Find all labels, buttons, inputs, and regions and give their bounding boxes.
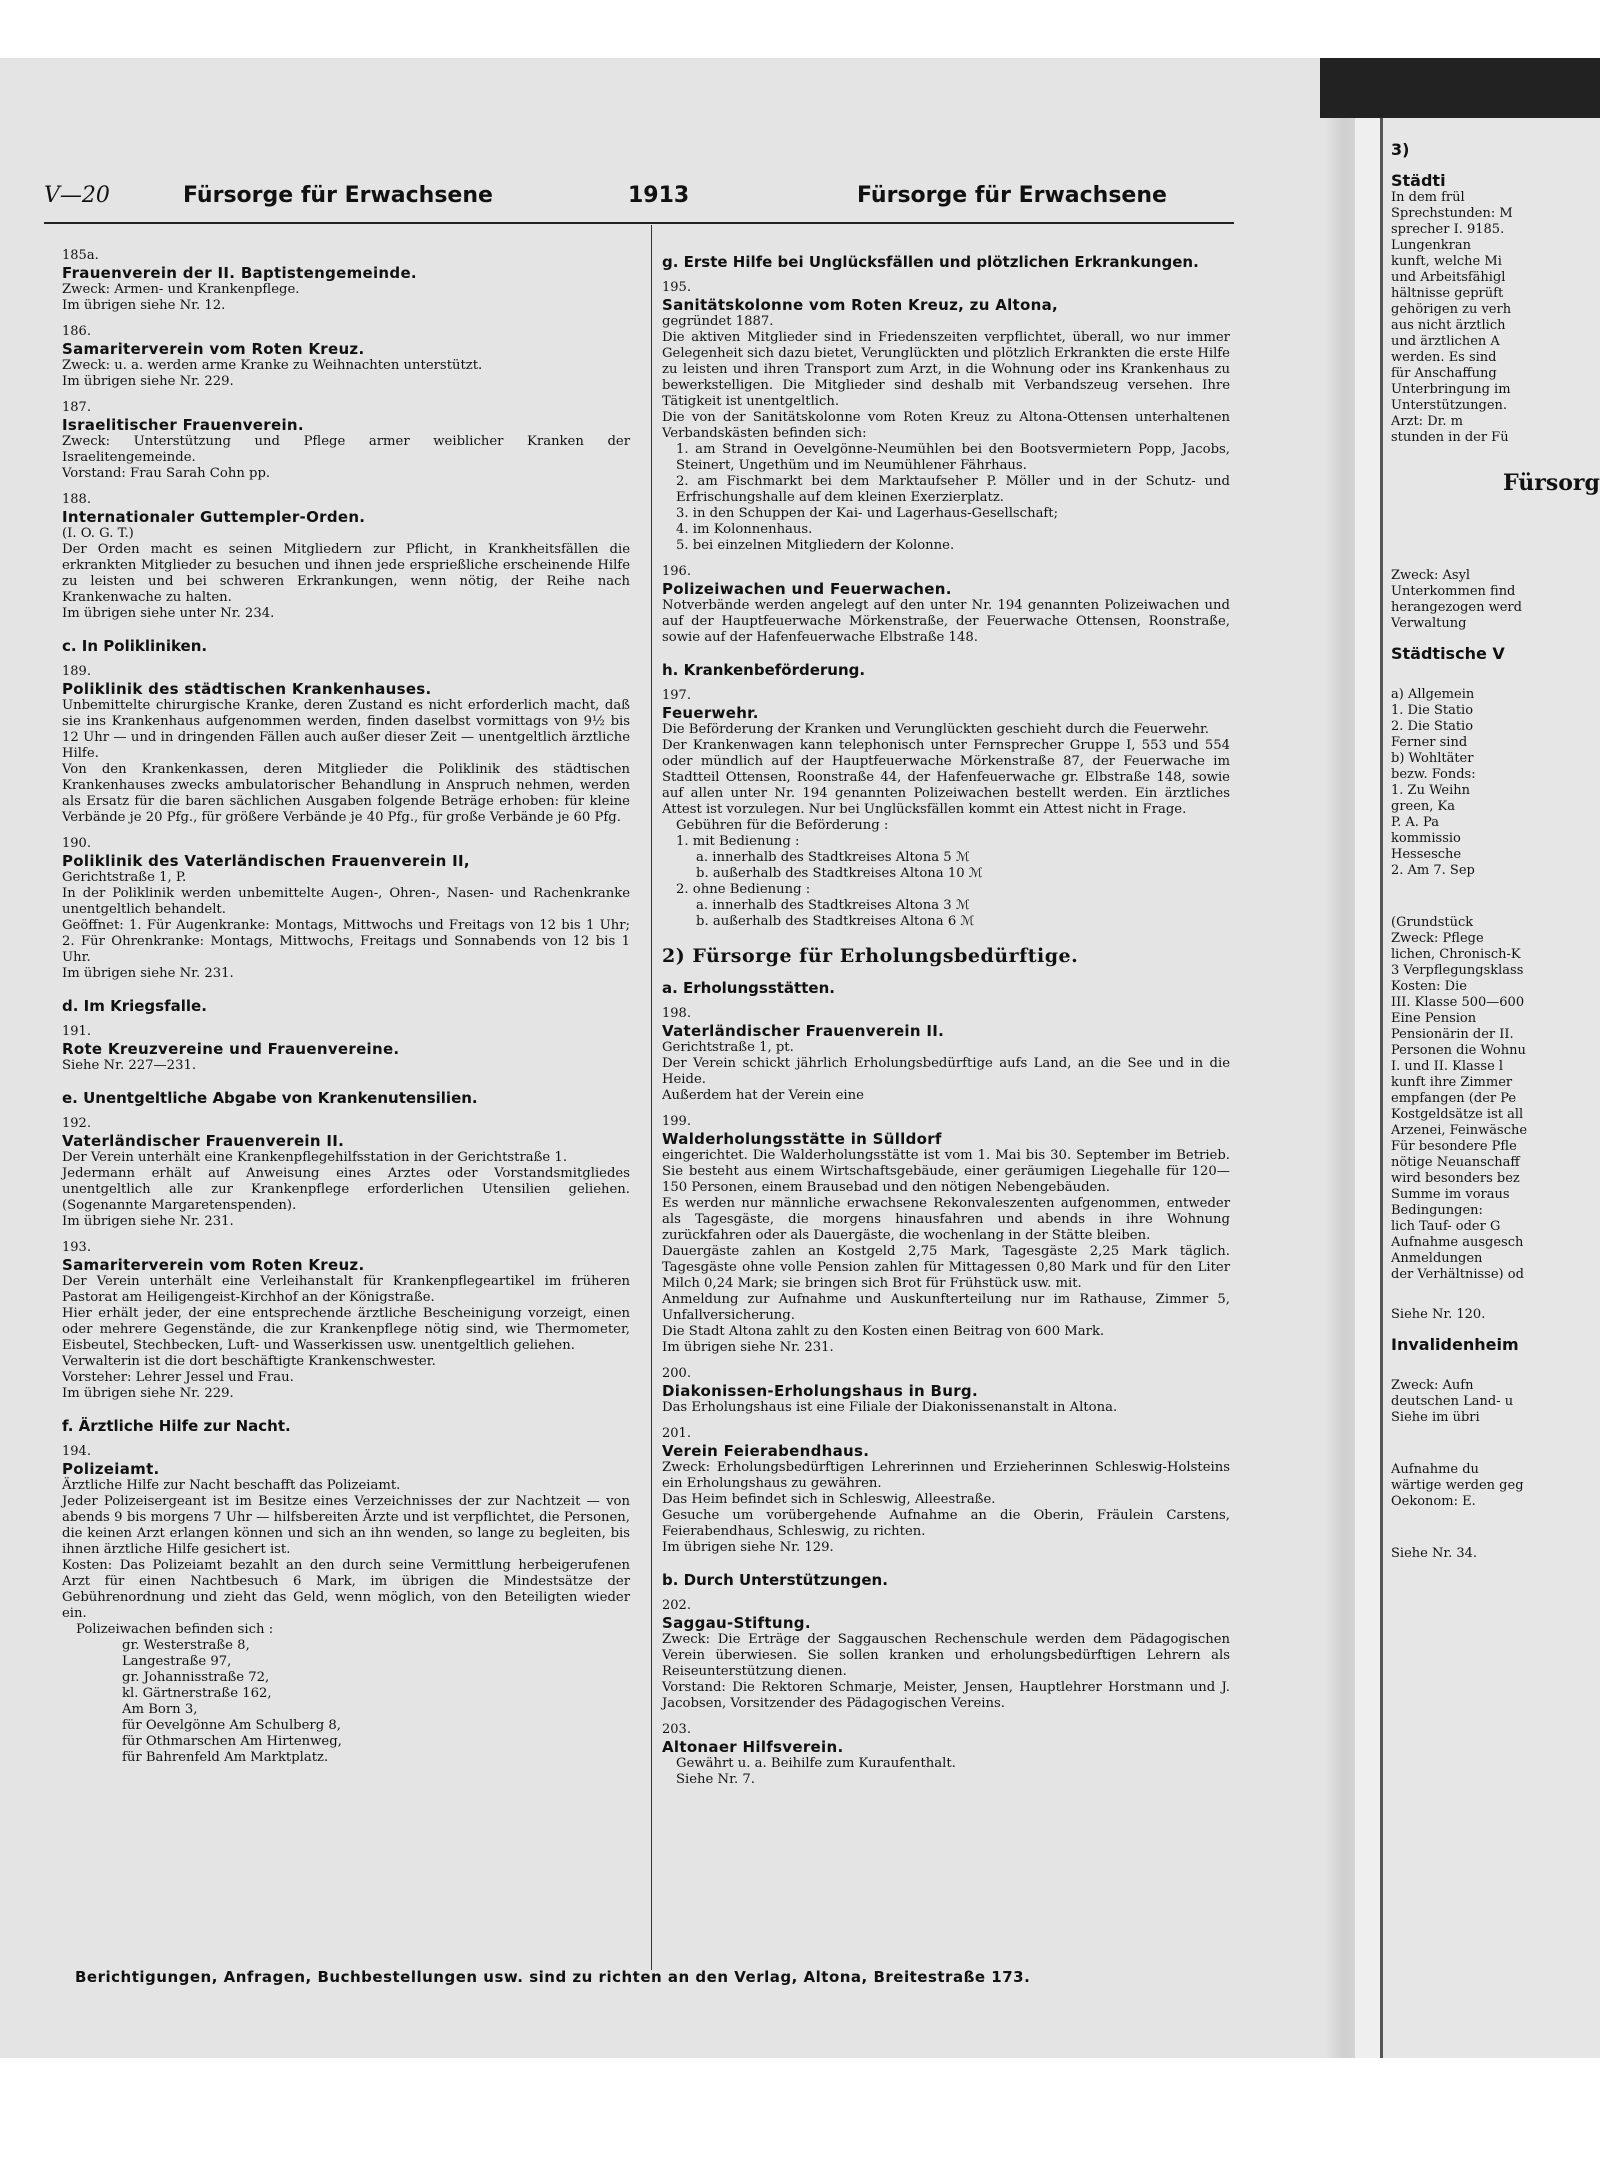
next-page-text-line: kunft ihre Zimmer: [1391, 1075, 1513, 1090]
list-item: 4. im Kolonnenhaus.: [676, 522, 813, 537]
spacer: [1383, 1510, 1600, 1522]
scan-margin-bottom: [0, 2058, 1600, 2177]
next-page-text-line: 2. Am 7. Sep: [1391, 863, 1475, 878]
sub-list-item: b. außerhalb des Stadtkreises Altona 10 ℳ: [696, 866, 983, 881]
next-page-heading: Städti: [1391, 171, 1446, 190]
next-page-text-line: Arzenei, Feinwäsche: [1391, 1123, 1528, 1138]
list-item: 5. bei einzelnen Mitgliedern der Kolonne.: [676, 538, 955, 553]
next-page-text-line: herangezogen werd: [1391, 600, 1522, 615]
paragraph: Jedermann erhält auf Anweisung eines Arztes oder Vorstandsmitgliedes unentgeltlich alle zur Krankenpflege erforderlichen Utensilien geliehen. (Sogenannte Margaretenspenden).: [62, 1166, 630, 1213]
spacer: [1383, 1438, 1600, 1450]
next-page-text-line: gehörigen zu verh: [1391, 302, 1512, 317]
list-item: 2. am Fischmarkt bei dem Marktaufseher P. Möller und in der Schutz- und Erfrischungshalle auf dem kleinen Exerzierplatz.: [676, 474, 1230, 505]
paragraph: Die Beförderung der Kranken und Verunglückten geschieht durch die Feuerwehr.: [662, 722, 1209, 737]
section-heading: e. Unentgeltliche Abgabe von Krankenutensilien.: [62, 1089, 478, 1107]
next-page-fragment: [1380, 100, 1600, 2100]
header-rule: [44, 222, 1234, 224]
paragraph: Anmeldung zur Aufnahme und Auskunfterteilung nur im Rathause, Zimmer 5, Unfallversicherung.: [662, 1292, 1230, 1323]
paragraph: Im übrigen siehe Nr. 229.: [62, 1386, 234, 1401]
entry-number: 194.: [62, 1444, 91, 1459]
next-page-text-line: Aufnahme ausgesch: [1391, 1235, 1524, 1250]
next-page-text-line: Zweck: Aufn: [1391, 1378, 1474, 1393]
next-page-text-line: und ärztlichen A: [1391, 334, 1500, 349]
spacer: [1383, 1426, 1600, 1438]
paragraph: Im übrigen siehe Nr. 12.: [62, 298, 226, 313]
next-page-text-line: Aufnahme du: [1391, 1462, 1479, 1477]
entry-number: 197.: [662, 688, 691, 703]
paragraph: Die aktiven Mitglieder sind in Friedenszeiten verpflichtet, überall, wo nur immer Gelegenheit sich dazu bietet, Verunglückten und plötzlich Erkrankten die erste Hilfe zu leisten und ihren Transport zum Arzt, in die Wohnung oder ins Krankenhaus zu bewerkstelligen. Die Mitglieder sind deshalb mit Verbandszeug versehen. Ihre Tätigkeit ist unentgeltlich.: [662, 330, 1230, 409]
entry-title: Feuerwehr.: [662, 704, 759, 722]
spacer: [1383, 663, 1600, 675]
entry-title: Verein Feierabendhaus.: [662, 1442, 870, 1460]
entry-number: 187.: [62, 400, 91, 415]
next-page-text-line: lichen, Chronisch-K: [1391, 947, 1521, 962]
paragraph: Von den Krankenkassen, deren Mitglieder die Poliklinik des städtischen Krankenhauses zwecks ambulatorischer Behandlung in Anspruch nehmen, werden als Ersatz für die baren sächlichen Ausgaben folgende Beträge erhoben: für kleine Verbände je 20 Pfg., für größere Verbände je 40 Pfg., für große Verbände je 60 Pfg.: [62, 762, 630, 825]
entry-number: 199.: [662, 1114, 691, 1129]
paragraph: Zweck: Armen- und Krankenpflege.: [62, 282, 300, 297]
paragraph: Im übrigen siehe Nr. 231.: [62, 1214, 234, 1229]
paragraph: In der Poliklinik werden unbemittelte Augen-, Ohren-, Nasen- und Rachenkranke unentgeltlich behandelt.: [62, 886, 630, 917]
next-page-text-line: Unterbringung im: [1391, 382, 1511, 397]
next-page-text-line: sprecher I. 9185.: [1391, 222, 1505, 237]
next-page-text-line: Zweck: Asyl: [1391, 568, 1471, 583]
entry-number: 186.: [62, 324, 91, 339]
paragraph: eingerichtet. Die Walderholungsstätte ist vom 1. Mai bis 30. September im Betrieb. Sie besteht aus einem Wirtschaftsgebäude, einer geräumigen Liegehalle für 120—150 Personen, einem Brausebad und den nötigen Nebengebäuden.: [662, 1148, 1230, 1195]
spacer: [1383, 496, 1600, 508]
entry-title: Internationaler Guttempler-Orden.: [62, 508, 366, 526]
next-page-text-line: Unterstützungen.: [1391, 398, 1508, 413]
next-page-text-line: Siehe im übri: [1391, 1410, 1480, 1425]
running-title-right: Fürsorge für Erwachsene: [857, 183, 1167, 208]
next-page-text-line: Für besondere Pfle: [1391, 1139, 1517, 1154]
entry-number: 202.: [662, 1598, 691, 1613]
next-page-text-line: 1. Die Statio: [1391, 703, 1474, 718]
next-page-text-line: Siehe Nr. 120.: [1391, 1307, 1486, 1322]
spacer: [1383, 446, 1600, 458]
address-line: Langestraße 97,: [122, 1654, 232, 1669]
next-page-text-line: Bedingungen:: [1391, 1203, 1483, 1218]
next-page-text-line: 2. Die Statio: [1391, 719, 1474, 734]
entry-number: 196.: [662, 564, 691, 579]
paragraph: Das Erholungshaus ist eine Filiale der Diakonissenanstalt in Altona.: [662, 1400, 1118, 1415]
paragraph: Die von der Sanitätskolonne vom Roten Kreuz zu Altona-Ottensen unterhaltenen Verbandskästen befinden sich:: [662, 410, 1230, 441]
next-page-text-line: (Grundstück: [1391, 915, 1474, 930]
section-heading: h. Krankenbeförderung.: [662, 661, 866, 679]
entry-number: 200.: [662, 1366, 691, 1381]
next-page-text-line: Personen die Wohnu: [1391, 1043, 1526, 1058]
left-column: [62, 238, 630, 1766]
section-heading: g. Erste Hilfe bei Unglücksfällen und plötzlichen Erkrankungen.: [662, 253, 1199, 271]
list-item: Polizeiwachen befinden sich :: [76, 1622, 274, 1637]
sub-list-item: a. innerhalb des Stadtkreises Altona 5 ℳ: [696, 850, 970, 865]
paragraph: Unbemittelte chirurgische Kranke, deren Zustand es nicht erforderlich macht, daß sie ins Krankenhaus aufgenommen werden, finden daselbst vormittags von 9½ bis 12 Uhr — und in dringenden Fällen auch außer dieser Zeit — unentgeltlich ärztliche Hilfe.: [62, 698, 630, 761]
spacer: [1383, 1534, 1600, 1546]
spacer: [1383, 1522, 1600, 1534]
entry-title: Sanitätskolonne vom Roten Kreuz, zu Altona,: [662, 296, 1059, 314]
spacer: [1383, 675, 1600, 687]
next-page-text-line: aus nicht ärztlich: [1391, 318, 1506, 333]
next-page-text-line: wärtige werden geg: [1391, 1478, 1524, 1493]
next-page-text-line: Oekonom: E.: [1391, 1494, 1476, 1509]
spacer: [1383, 556, 1600, 568]
entry-number: 191.: [62, 1024, 91, 1039]
sub-list-item: a. innerhalb des Stadtkreises Altona 3 ℳ: [696, 898, 970, 913]
spacer: [1383, 632, 1600, 644]
next-page-text-line: III. Klasse 500—600: [1391, 995, 1525, 1010]
paragraph: Im übrigen siehe unter Nr. 234.: [62, 606, 275, 621]
next-page-text-line: Anmeldungen: [1391, 1251, 1483, 1266]
section-heading: a. Erholungsstätten.: [662, 979, 835, 997]
entry-title: Polizeiwachen und Feuerwachen.: [662, 580, 952, 598]
spacer: [1383, 1283, 1600, 1295]
address-line: gr. Westerstraße 8,: [122, 1638, 250, 1653]
chapter-heading: 2) Fürsorge für Erholungsbedürftige.: [662, 945, 1079, 967]
paragraph: Zweck: Die Erträge der Saggauschen Rechenschule werden dem Pädagogischen Verein überwiesen. Sie sollen kranken und erholungsbedürftigen Lehrern als Reiseunterstützung dienen.: [662, 1632, 1230, 1679]
page-gutter: [1355, 100, 1383, 2060]
next-page-text-line: Verwaltung: [1391, 616, 1467, 631]
paragraph: Hier erhält jeder, der eine entsprechende ärztliche Bescheinigung vorzeigt, einen oder mehrere Gegenstände, die zur Krankenpflege nötig sind, wie Thermometer, Eisbeutel, Stechbecken, Luft- und Wasserkissen usw. unentgeltlich geliehen.: [62, 1306, 630, 1353]
entry-number: 188.: [62, 492, 91, 507]
entry-title: Altonaer Hilfsverein.: [662, 1738, 844, 1756]
entry-title: Vaterländischer Frauenverein II.: [662, 1022, 945, 1040]
paragraph: Kosten: Das Polizeiamt bezahlt an den durch seine Vermittlung herbeigerufenen Arzt für einen Nachtbesuch 6 Mark, im übrigen die Mindestsätze der Gebührenordnung und zieht das Geld, wenn möglich, von den Beteiligten wieder ein.: [62, 1558, 630, 1621]
entry-title: Diakonissen-Erholungshaus in Burg.: [662, 1382, 978, 1400]
centered-line: Gerichtstraße 1, P.: [62, 870, 187, 885]
entry-title: Polizeiamt.: [62, 1460, 160, 1478]
right-column: [662, 238, 1230, 1788]
paragraph: Der Krankenwagen kann telephonisch unter Fernsprecher Gruppe I, 553 und 554 oder mündlich auf der Hauptfeuerwache Mörkenstraße 87, der Feuerwache im Stadtteil Ottensen, Roonstraße 44, der Hafenfeuerwache gr. Elbstraße 148, sowie auf allen unter Nr. 194 genannten Polizeiwachen bestellt werden. Ein ärztliches Attest ist vorzulegen. Nur bei Unglücksfällen kommt ein Attest nicht in Frage.: [662, 738, 1230, 817]
spacer: [1383, 458, 1600, 470]
next-page-text-line: b) Wohltäter: [1391, 751, 1474, 766]
paragraph: Es werden nur männliche erwachsene Rekonvaleszenten aufgenommen, entweder als Tagesgäste, die morgens hinausfahren und abends in ihre Wohnung zurückfahren oder als Dauergäste, die wochenlang in der Stätte bleiben.: [662, 1196, 1230, 1243]
paragraph: Der Verein schickt jährlich Erholungsbedürftige aufs Land, an die See und in die Heide.: [662, 1056, 1230, 1087]
next-page-text-line: Siehe Nr. 34.: [1391, 1546, 1478, 1561]
next-page-heading: Städtische V: [1391, 644, 1505, 663]
entry-title: Frauenverein der II. Baptistengemeinde.: [62, 264, 417, 282]
entry-title: Israelitischer Frauenverein.: [62, 416, 304, 434]
list-item: Siehe Nr. 7.: [676, 1772, 755, 1787]
next-page-text-line: Pensionärin der II.: [1391, 1027, 1514, 1042]
next-page-text-line: Unterkommen find: [1391, 584, 1516, 599]
page-code: V—20: [44, 183, 110, 208]
next-page-text-line: 1. Zu Weihn: [1391, 783, 1470, 798]
paragraph: Im übrigen siehe Nr. 129.: [662, 1540, 834, 1555]
next-page-text-line: 3 Verpflegungsklass: [1391, 963, 1524, 978]
paragraph: Vorstand: Die Rektoren Schmarje, Meister, Jensen, Hauptlehrer Horstmann und J. Jacobsen, Vorsitzender des Pädagogischen Vereins.: [662, 1680, 1230, 1711]
next-page-text-line: bezw. Fonds:: [1391, 767, 1476, 782]
paragraph: Geöffnet: 1. Für Augenkranke: Montags, Mittwochs und Freitags von 12 bis 1 Uhr; 2. Für Ohrenkranke: Montags, Mittwochs, Freitags und Sonnabends von 12 bis 1 Uhr.: [62, 918, 630, 965]
paragraph: Die Stadt Altona zahlt zu den Kosten einen Beitrag von 600 Mark.: [662, 1324, 1105, 1339]
spacer: [1383, 520, 1600, 532]
paragraph: Dauergäste zahlen an Kostgeld 2,75 Mark, Tagesgäste 2,25 Mark täglich. Tagesgäste ohne volle Pension zahlen für Mittagessen 0,80 Mark und für den Liter Milch 0,24 Mark; sie bringen sich Brot für Frühstück usw. mit.: [662, 1244, 1230, 1291]
entry-title: Walderholungsstätte in Sülldorf: [662, 1130, 942, 1148]
centered-line: Gerichtstraße 1, pt.: [662, 1040, 794, 1055]
section-heading: d. Im Kriegsfalle.: [62, 997, 207, 1015]
centered-line: gegründet 1887.: [662, 314, 774, 329]
year-label: 1913: [628, 183, 690, 208]
spacer: [1383, 1450, 1600, 1462]
column-divider: [651, 225, 652, 1970]
address-line: gr. Johannisstraße 72,: [122, 1670, 270, 1685]
paragraph: Im übrigen siehe Nr. 231.: [662, 1340, 834, 1355]
entry-number: 189.: [62, 664, 91, 679]
paragraph: Der Verein unterhält eine Verleihanstalt für Krankenpflegeartikel im früheren Pastorat am Heiligengeist-Kirchhof an der Königstraße.: [62, 1274, 630, 1305]
address-line: für Bahrenfeld Am Marktplatz.: [122, 1750, 329, 1765]
spacer: [1383, 1366, 1600, 1378]
next-page-text-line: a) Allgemein: [1391, 687, 1475, 702]
paragraph: Siehe Nr. 227—231.: [62, 1058, 197, 1073]
paragraph: Im übrigen siehe Nr. 231.: [62, 966, 234, 981]
next-page-text-line: I. und II. Klasse l: [1391, 1059, 1504, 1074]
entry-number: 193.: [62, 1240, 91, 1255]
entry-title: Poliklinik des städtischen Krankenhauses.: [62, 680, 432, 698]
entry-number: 190.: [62, 836, 91, 851]
next-page-heading: Fürsorg: [1503, 470, 1600, 496]
entry-title: Rote Kreuzvereine und Frauenvereine.: [62, 1040, 400, 1058]
entry-number: 201.: [662, 1426, 691, 1441]
next-page-text-line: stunden in der Fü: [1391, 430, 1509, 445]
address-line: kl. Gärtnerstraße 162,: [122, 1686, 272, 1701]
next-page-heading: 3): [1391, 140, 1410, 159]
spacer: [1383, 903, 1600, 915]
next-page-text-line: Zweck: Pflege: [1391, 931, 1484, 946]
section-heading: b. Durch Unterstützungen.: [662, 1571, 888, 1589]
spacer: [1383, 891, 1600, 903]
spacer: [1383, 159, 1600, 171]
section-heading: f. Ärztliche Hilfe zur Nacht.: [62, 1417, 291, 1435]
spacer: [1383, 1295, 1600, 1307]
paragraph: Zweck: Erholungsbedürftigen Lehrerinnen und Erzieherinnen Schleswig-Holsteins ein Erholungshaus zu gewähren.: [662, 1460, 1230, 1491]
list-item: 3. in den Schuppen der Kai- und Lagerhaus-Gesellschaft;: [676, 506, 1059, 521]
next-page-text-line: empfangen (der Pe: [1391, 1091, 1517, 1106]
paragraph: Der Orden macht es seinen Mitgliedern zur Pflicht, in Krankheitsfällen die erkrankten Mitglieder zu besuchen und ihnen jede ersprießliche erscheinende Hilfe zu leisten und bei schweren Erkrankungen, wenn nötig, der Reihe nach Krankenwache zu halten.: [62, 542, 630, 605]
next-page-text-line: Summe im voraus: [1391, 1187, 1510, 1202]
next-page-text-line: Kostgeldsätze ist all: [1391, 1107, 1524, 1122]
paragraph: Zweck: Unterstützung und Pflege armer weiblicher Kranken der Israelitengemeinde.: [62, 434, 630, 465]
next-page-text-line: werden. Es sind: [1391, 350, 1497, 365]
entry-title: Samariterverein vom Roten Kreuz.: [62, 1256, 365, 1274]
sub-list-item: b. außerhalb des Stadtkreises Altona 6 ℳ: [696, 914, 975, 929]
scan-margin-top: [0, 0, 1600, 58]
next-page-text-line: Eine Pension: [1391, 1011, 1477, 1026]
paragraph: Vorstand: Frau Sarah Cohn pp.: [62, 466, 271, 481]
next-page-text-line: wird besonders bez: [1391, 1171, 1520, 1186]
next-page-text-line: Kosten: Die: [1391, 979, 1467, 994]
paragraph: Ärztliche Hilfe zur Nacht beschafft das Polizeiamt.: [62, 1478, 401, 1493]
next-page-text-line: Hessesche: [1391, 847, 1462, 862]
paragraph: Zweck: u. a. werden arme Kranke zu Weihnachten unterstützt.: [62, 358, 483, 373]
next-page-text-line: Arzt: Dr. m: [1391, 414, 1463, 429]
entry-title: Samariterverein vom Roten Kreuz.: [62, 340, 365, 358]
paragraph: Das Heim befindet sich in Schleswig, Alleestraße.: [662, 1492, 996, 1507]
running-title-left: Fürsorge für Erwachsene: [183, 183, 493, 208]
list-item: 1. mit Bedienung :: [676, 834, 800, 849]
next-page-text-line: P. A. Pa: [1391, 815, 1439, 830]
address-line: Am Born 3,: [122, 1702, 198, 1717]
next-page-text-line: Sprechstunden: M: [1391, 206, 1513, 221]
paragraph: Der Verein unterhält eine Krankenpflegehilfsstation in der Gerichtstraße 1.: [62, 1150, 568, 1165]
next-page-text-line: deutschen Land- u: [1391, 1394, 1514, 1409]
section-heading: c. In Polikliniken.: [62, 637, 208, 655]
entry-number: 185a.: [62, 248, 99, 263]
paragraph: Verwalterin ist die dort beschäftigte Krankenschwester.: [62, 1354, 436, 1369]
next-page-text-line: der Verhältnisse) od: [1391, 1267, 1524, 1282]
paragraph: Vorsteher: Lehrer Jessel und Frau.: [62, 1370, 294, 1385]
next-page-text-line: nötige Neuanschaff: [1391, 1155, 1520, 1170]
spacer: [1383, 1354, 1600, 1366]
spacer: [1383, 544, 1600, 556]
next-page-text-line: Lungenkran: [1391, 238, 1471, 253]
paragraph: Außerdem hat der Verein eine: [662, 1088, 864, 1103]
next-page-text-line: für Anschaffung: [1391, 366, 1497, 381]
next-page-text-line: kunft, welche Mi: [1391, 254, 1502, 269]
paragraph: Im übrigen siehe Nr. 229.: [62, 374, 234, 389]
entry-number: 192.: [62, 1116, 91, 1131]
spacer: [1383, 508, 1600, 520]
entry-number: 195.: [662, 280, 691, 295]
entry-title: Saggau-Stiftung.: [662, 1614, 811, 1632]
paragraph: Notverbände werden angelegt auf den unter Nr. 194 genannten Polizeiwachen und auf der Hauptfeuerwache Mörkenstraße, der Feuerwache Ottensen, Roonstraße, sowie auf der Hafenfeuerwache Elbstraße 148.: [662, 598, 1230, 645]
footer-notice: Berichtigungen, Anfragen, Buchbestellungen usw. sind zu richten an den Verlag, Altona, Breitestraße 173.: [75, 1968, 1031, 1986]
next-page-text-line: und Arbeitsfähigl: [1391, 270, 1506, 285]
list-item: 1. am Strand in Oevelgönne-Neumühlen bei den Bootsvermietern Popp, Jacobs, Steinert, Ungethüm und im Neumühlener Fährhaus.: [676, 442, 1230, 473]
list-item: 2. ohne Bedienung :: [676, 882, 811, 897]
next-page-text-line: kommissio: [1391, 831, 1461, 846]
next-page-text-line: green, Ka: [1391, 799, 1456, 814]
paragraph: Gesuche um vorübergehende Aufnahme an die Oberin, Fräulein Carstens, Feierabendhaus, Schleswig, zu richten.: [662, 1508, 1230, 1539]
spacer: [1383, 532, 1600, 544]
entry-number: 198.: [662, 1006, 691, 1021]
list-item: Gebühren für die Beförderung :: [676, 818, 889, 833]
address-line: für Othmarschen Am Hirtenweg,: [122, 1734, 342, 1749]
address-line: für Oevelgönne Am Schulberg 8,: [122, 1718, 341, 1733]
scan-dark-corner: [1320, 58, 1600, 118]
entry-title: Vaterländischer Frauenverein II.: [62, 1132, 345, 1150]
next-page-text-line: hältnisse geprüft: [1391, 286, 1504, 301]
next-page-heading: Invalidenheim: [1391, 1335, 1519, 1354]
spacer: [1383, 1323, 1600, 1335]
next-page-text-line: lich Tauf- oder G: [1391, 1219, 1501, 1234]
next-page-text-line: In dem frül: [1391, 190, 1465, 205]
list-item: Gewährt u. a. Beihilfe zum Kuraufenthalt.: [676, 1756, 956, 1771]
spacer: [1383, 879, 1600, 891]
entry-number: 203.: [662, 1722, 691, 1737]
paragraph: Jeder Polizeisergeant ist im Besitze eines Verzeichnisses der zur Nachtzeit — von abends 9 bis morgens 7 Uhr — hilfsbereiten Ärzte und ist verpflichtet, die Personen, die keinen Arzt erlangen können und sich an ihn wenden, so lange zu begleiten, bis ihnen ärztliche Hilfe gesichert ist.: [62, 1494, 630, 1557]
centered-line: (I. O. G. T.): [62, 526, 134, 541]
entry-title: Poliklinik des Vaterländischen Frauenverein II,: [62, 852, 470, 870]
next-page-text-line: Ferner sind: [1391, 735, 1468, 750]
